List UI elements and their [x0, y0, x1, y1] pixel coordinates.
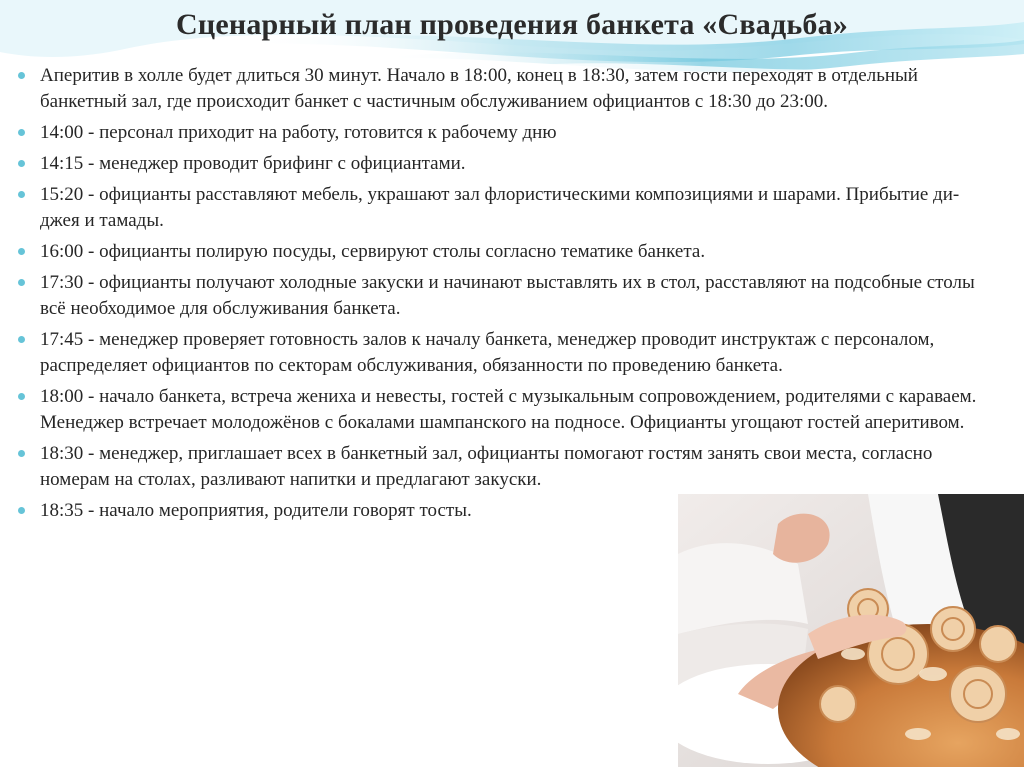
- list-item: [16, 239, 996, 265]
- bullet-icon: [18, 507, 25, 514]
- list-item: [16, 151, 996, 177]
- list-item: [16, 270, 996, 322]
- list-item: [16, 120, 996, 146]
- bullet-icon: [18, 191, 25, 198]
- list-item: [16, 182, 996, 234]
- bullet-icon: [18, 72, 25, 79]
- photo-illustration: [678, 494, 1024, 767]
- item-text: 14:15 - менеджер проводит брифинг с официантами.: [40, 153, 466, 174]
- list-item: [16, 63, 996, 115]
- bullet-icon: [18, 279, 25, 286]
- item-text: 18:35 - начало мероприятия, родители говорят тосты.: [40, 500, 472, 521]
- item-text: 17:45 - менеджер проверяет готовность залов к началу банкета, менеджер проводит инструктаж с персоналом, распределяет официантов по секторам обслуживания, обязанности по проведению банкета.: [40, 329, 935, 376]
- item-text: 18:30 - менеджер, приглашает всех в банкетный зал, официанты помогают гостям занять свои места, согласно номерам на столах, разливают напитки и предлагают закуски.: [40, 443, 933, 490]
- bullet-icon: [18, 393, 25, 400]
- list-item: [16, 327, 996, 379]
- bullet-icon: [18, 248, 25, 255]
- item-text: Аперитив в холле будет длиться 30 минут. Начало в 18:00, конец в 18:30, затем гости переходят в отдельный банкетный зал, где происходит банкет с частичным обслуживанием официантов с 18:30 до 23:00.: [40, 65, 918, 112]
- page-title: Сценарный план проведения банкета «Свадьба»: [175, 8, 848, 41]
- item-text: 15:20 - официанты расставляют мебель, украшают зал флористическими композициями и шарами. Прибытие ди-джея и тамады.: [40, 184, 960, 231]
- bullet-icon: [18, 336, 25, 343]
- item-text: 18:00 - начало банкета, встреча жениха и невесты, гостей с музыкальным сопровождением, родителями с караваем. Менеджер встречает молодожёнов с бокалами шампанского на подносе. Официанты угощают гостей аперитивом.: [40, 386, 977, 433]
- item-text: 14:00 - персонал приходит на работу, готовится к рабочему дню: [40, 122, 557, 143]
- item-text: 16:00 - официанты полирую посуды, сервируют столы согласно тематике банкета.: [40, 241, 706, 262]
- list-item: [16, 441, 996, 493]
- event-schedule-list: [16, 63, 996, 529]
- wedding-bread-photo: [678, 494, 1024, 767]
- list-item: [16, 384, 996, 436]
- list-item: [16, 498, 996, 524]
- bullet-icon: [18, 450, 25, 457]
- item-text: 17:30 - официанты получают холодные закуски и начинают выставлять их в стол, расставляют на подсобные столы всё необходимое для обслуживания банкета.: [40, 272, 975, 319]
- bullet-icon: [18, 129, 25, 136]
- bullet-icon: [18, 160, 25, 167]
